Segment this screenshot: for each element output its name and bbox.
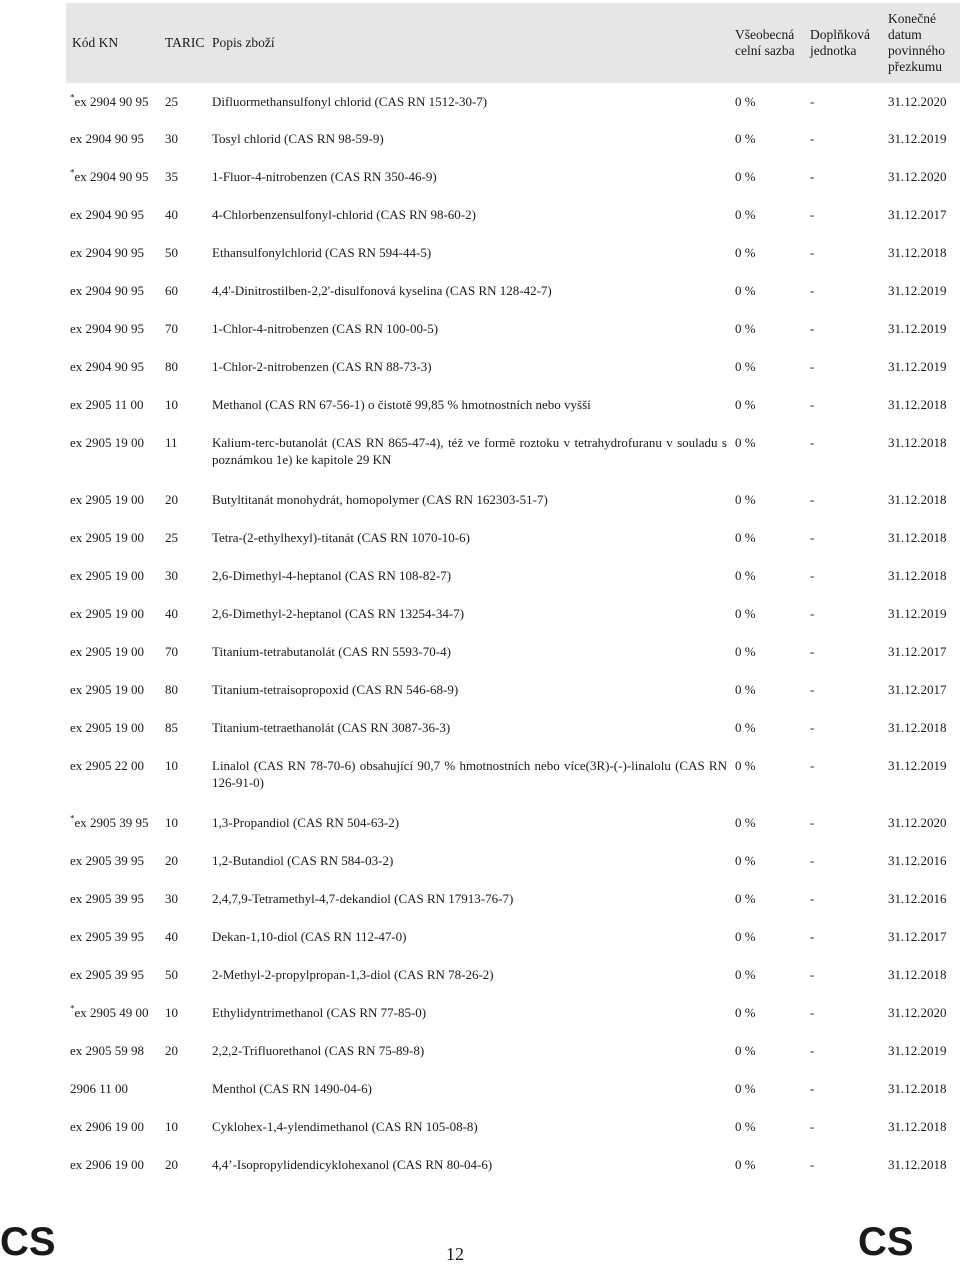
taric-cell: 20	[165, 492, 178, 507]
unit-cell: -	[810, 207, 815, 222]
cn-code-cell	[66, 843, 161, 881]
duty-cell: 0 %	[735, 682, 756, 697]
cn-code-cell	[66, 1033, 161, 1071]
unit-cell: -	[810, 853, 815, 868]
unit-cell: -	[810, 929, 815, 944]
table-row	[66, 1109, 960, 1147]
description-cell: 4-Chlorbenzensulfonyl-chlorid (CAS RN 98-60-2)	[212, 207, 476, 222]
unit-cell: -	[810, 169, 815, 184]
review-date-cell: 31.12.2018	[888, 435, 947, 450]
duty-cell: 0 %	[735, 397, 756, 412]
cn-code-cell	[66, 83, 161, 121]
table-row	[66, 235, 960, 273]
taric-cell: 20	[165, 1157, 178, 1172]
description-cell: Tetra-(2-ethylhexyl)-titanát (CAS RN 1070-10-6)	[212, 530, 470, 545]
unit-cell: -	[810, 245, 815, 260]
taric-cell: 50	[165, 245, 178, 260]
unit-cell: -	[810, 1081, 815, 1096]
description-cell: Cyklohex-1,4-ylendimethanol (CAS RN 105-08-8)	[212, 1119, 478, 1134]
duty-cell: 0 %	[735, 1081, 756, 1096]
header-description: Popis zboží	[208, 3, 731, 83]
header-code: Kód KN	[66, 3, 161, 83]
review-date-cell: 31.12.2018	[888, 568, 947, 583]
table-header-row	[66, 3, 960, 83]
duty-cell: 0 %	[735, 644, 756, 659]
header-taric: TARIC	[161, 3, 208, 83]
cn-code-cell	[66, 482, 161, 520]
tariff-table	[66, 3, 960, 1185]
unit-cell: -	[810, 568, 815, 583]
duty-cell: 0 %	[735, 758, 756, 773]
footer-language-left: CS	[0, 1220, 56, 1264]
cn-code: ex 2904 90 95	[74, 169, 149, 184]
header-unit-line1: Doplňková	[810, 27, 870, 42]
unit-cell: -	[810, 1005, 815, 1020]
cn-code-cell	[66, 273, 161, 311]
unit-cell: -	[810, 283, 815, 298]
table-row	[66, 881, 960, 919]
description-cell: 2,4,7,9-Tetramethyl-4,7-dekandiol (CAS RN 17913-76-7)	[212, 891, 514, 906]
header-duty	[731, 3, 806, 83]
cn-code-cell	[66, 558, 161, 596]
cn-code: 2906 11 00	[70, 1081, 129, 1096]
cn-code: ex 2905 19 00	[70, 530, 145, 545]
duty-cell: 0 %	[735, 1157, 756, 1172]
table-row	[66, 710, 960, 748]
taric-cell: 10	[165, 1005, 178, 1020]
cn-code-cell	[66, 121, 161, 159]
new-entry-asterisk: *	[70, 1003, 75, 1014]
unit-cell: -	[810, 359, 815, 374]
taric-cell: 30	[165, 131, 178, 146]
cn-code-cell	[66, 311, 161, 349]
cn-code-cell	[66, 710, 161, 748]
cn-code-cell	[66, 634, 161, 672]
description-cell: Titanium-tetraisopropoxid (CAS RN 546-68-9)	[212, 682, 459, 697]
cn-code: ex 2905 19 00	[70, 720, 145, 735]
description-cell: 1-Fluor-4-nitrobenzen (CAS RN 350-46-9)	[212, 169, 437, 184]
description-cell: 4,4'-Dinitrostilben-2,2'-disulfonová kyselina (CAS RN 128-42-7)	[212, 283, 552, 298]
cn-code: ex 2906 19 00	[70, 1119, 145, 1134]
review-date-cell: 31.12.2018	[888, 1157, 947, 1172]
description-cell: Ethylidyntrimethanol (CAS RN 77-85-0)	[212, 1005, 427, 1020]
unit-cell: -	[810, 1119, 815, 1134]
unit-cell: -	[810, 644, 815, 659]
description-cell: 1,3-Propandiol (CAS RN 504-63-2)	[212, 815, 400, 830]
review-date-cell: 31.12.2019	[888, 321, 947, 336]
review-date-cell: 31.12.2019	[888, 131, 947, 146]
description-cell: Butyltitanát monohydrát, homopolymer (CAS RN 162303-51-7)	[212, 492, 548, 507]
cn-code: ex 2905 19 00	[70, 492, 145, 507]
taric-cell: 70	[165, 321, 178, 336]
cn-code-cell	[66, 672, 161, 710]
taric-cell: 35	[165, 169, 178, 184]
cn-code-cell	[66, 520, 161, 558]
review-date-cell: 31.12.2018	[888, 245, 947, 260]
review-date-cell: 31.12.2017	[888, 644, 947, 659]
description-cell: 2,6-Dimethyl-4-heptanol (CAS RN 108-82-7)	[212, 568, 452, 583]
duty-cell: 0 %	[735, 720, 756, 735]
table-row	[66, 159, 960, 197]
cn-code-cell	[66, 387, 161, 425]
header-date	[884, 3, 960, 83]
cn-code-cell	[66, 425, 161, 482]
cn-code: ex 2905 39 95	[70, 967, 145, 982]
duty-cell: 0 %	[735, 815, 756, 830]
cn-code: ex 2905 22 00	[70, 758, 145, 773]
duty-cell: 0 %	[735, 435, 756, 450]
unit-cell: -	[810, 967, 815, 982]
cn-code: ex 2905 19 00	[70, 435, 145, 450]
cn-code-cell	[66, 1109, 161, 1147]
review-date-cell: 31.12.2018	[888, 1081, 947, 1096]
duty-cell: 0 %	[735, 606, 756, 621]
taric-cell: 10	[165, 815, 178, 830]
taric-cell: 25	[165, 530, 178, 545]
review-date-cell: 31.12.2017	[888, 929, 947, 944]
header-unit-line2: jednotka	[810, 43, 857, 58]
duty-cell: 0 %	[735, 169, 756, 184]
taric-cell: 60	[165, 283, 178, 298]
unit-cell: -	[810, 321, 815, 336]
cn-code: ex 2905 59 98	[70, 1043, 145, 1058]
duty-cell: 0 %	[735, 1119, 756, 1134]
cn-code-cell	[66, 957, 161, 995]
table-row	[66, 748, 960, 805]
taric-cell: 40	[165, 207, 178, 222]
duty-cell: 0 %	[735, 245, 756, 260]
cn-code-cell	[66, 995, 161, 1033]
cn-code-cell	[66, 881, 161, 919]
duty-cell: 0 %	[735, 492, 756, 507]
cn-code-cell	[66, 349, 161, 387]
taric-cell: 20	[165, 1043, 178, 1058]
header-date-line3: povinného	[888, 43, 945, 58]
header-unit	[806, 3, 884, 83]
unit-cell: -	[810, 815, 815, 830]
table-body	[66, 83, 960, 1185]
review-date-cell: 31.12.2020	[888, 815, 947, 830]
table-row	[66, 558, 960, 596]
cn-code: ex 2905 39 95	[70, 929, 145, 944]
cn-code: ex 2905 19 00	[70, 682, 145, 697]
duty-cell: 0 %	[735, 283, 756, 298]
taric-cell: 30	[165, 568, 178, 583]
review-date-cell: 31.12.2019	[888, 359, 947, 374]
header-date-line1: Konečné	[888, 11, 936, 26]
table-row	[66, 387, 960, 425]
review-date-cell: 31.12.2019	[888, 283, 947, 298]
duty-cell: 0 %	[735, 967, 756, 982]
cn-code-cell	[66, 748, 161, 805]
cn-code: ex 2904 90 95	[74, 94, 149, 109]
description-cell: 2-Methyl-2-propylpropan-1,3-diol (CAS RN 78-26-2)	[212, 967, 494, 982]
duty-cell: 0 %	[735, 1005, 756, 1020]
new-entry-asterisk: *	[70, 167, 75, 178]
cn-code: ex 2905 19 00	[70, 644, 145, 659]
taric-cell: 10	[165, 397, 178, 412]
review-date-cell: 31.12.2018	[888, 397, 947, 412]
taric-cell: 50	[165, 967, 178, 982]
cn-code-cell	[66, 235, 161, 273]
cn-code-cell	[66, 805, 161, 843]
cn-code: ex 2904 90 95	[70, 131, 145, 146]
review-date-cell: 31.12.2018	[888, 492, 947, 507]
description-cell: Dekan-1,10-diol (CAS RN 112-47-0)	[212, 929, 407, 944]
unit-cell: -	[810, 682, 815, 697]
duty-cell: 0 %	[735, 1043, 756, 1058]
taric-cell: 10	[165, 1119, 178, 1134]
description-cell: 2,6-Dimethyl-2-heptanol (CAS RN 13254-34-7)	[212, 606, 465, 621]
duty-cell: 0 %	[735, 359, 756, 374]
footer-language-right: CS	[858, 1220, 914, 1264]
taric-cell: 80	[165, 359, 178, 374]
table-row	[66, 1033, 960, 1071]
description-cell: Ethansulfonylchlorid (CAS RN 594-44-5)	[212, 245, 432, 260]
unit-cell: -	[810, 530, 815, 545]
header-duty-line1: Všeobecná	[735, 27, 795, 42]
cn-code: ex 2905 11 00	[70, 397, 144, 412]
new-entry-asterisk: *	[70, 92, 75, 103]
duty-cell: 0 %	[735, 207, 756, 222]
table-row	[66, 634, 960, 672]
duty-cell: 0 %	[735, 94, 756, 109]
unit-cell: -	[810, 758, 815, 773]
table-row	[66, 843, 960, 881]
unit-cell: -	[810, 891, 815, 906]
review-date-cell: 31.12.2019	[888, 758, 947, 773]
cn-code: ex 2905 39 95	[74, 815, 149, 830]
taric-cell: 85	[165, 720, 178, 735]
duty-cell: 0 %	[735, 568, 756, 583]
table-row	[66, 919, 960, 957]
unit-cell: -	[810, 492, 815, 507]
new-entry-asterisk: *	[70, 813, 75, 824]
duty-cell: 0 %	[735, 853, 756, 868]
table-row	[66, 957, 960, 995]
review-date-cell: 31.12.2016	[888, 853, 947, 868]
description-cell: Methanol (CAS RN 67-56-1) o čistotě 99,85 % hmotnostních nebo vyšší	[212, 397, 591, 412]
table-row	[66, 121, 960, 159]
cn-code-cell	[66, 159, 161, 197]
header-date-line4: přezkumu	[888, 59, 942, 74]
duty-cell: 0 %	[735, 891, 756, 906]
cn-code: ex 2905 39 95	[70, 891, 145, 906]
description-cell: 1-Chlor-4-nitrobenzen (CAS RN 100-00-5)	[212, 321, 439, 336]
cn-code: ex 2905 19 00	[70, 568, 145, 583]
description-cell: Tosyl chlorid (CAS RN 98-59-9)	[212, 131, 384, 146]
review-date-cell: 31.12.2020	[888, 1005, 947, 1020]
table-row	[66, 482, 960, 520]
review-date-cell: 31.12.2018	[888, 1119, 947, 1134]
description-cell: Linalol (CAS RN 78-70-6) obsahující 90,7 % hmotnostních nebo více(3R)-(-)-linalolu (CAS RN 126-91-0)	[212, 758, 727, 790]
table-row	[66, 83, 960, 121]
unit-cell: -	[810, 1043, 815, 1058]
table-row	[66, 311, 960, 349]
taric-cell: 30	[165, 891, 178, 906]
review-date-cell: 31.12.2018	[888, 530, 947, 545]
cn-code-cell	[66, 197, 161, 235]
cn-code: ex 2904 90 95	[70, 359, 145, 374]
taric-cell: 40	[165, 929, 178, 944]
taric-cell: 40	[165, 606, 178, 621]
cn-code-cell	[66, 1071, 161, 1109]
cn-code: ex 2905 19 00	[70, 606, 145, 621]
taric-cell: 10	[165, 758, 178, 773]
cn-code: ex 2906 19 00	[70, 1157, 145, 1172]
unit-cell: -	[810, 397, 815, 412]
unit-cell: -	[810, 606, 815, 621]
description-cell: 1-Chlor-2-nitrobenzen (CAS RN 88-73-3)	[212, 359, 432, 374]
review-date-cell: 31.12.2020	[888, 94, 947, 109]
review-date-cell: 31.12.2019	[888, 606, 947, 621]
review-date-cell: 31.12.2016	[888, 891, 947, 906]
cn-code: ex 2905 39 95	[70, 853, 145, 868]
duty-cell: 0 %	[735, 321, 756, 336]
header-duty-line2: celní sazba	[735, 43, 795, 58]
table-row	[66, 425, 960, 482]
cn-code: ex 2904 90 95	[70, 283, 145, 298]
unit-cell: -	[810, 1157, 815, 1172]
taric-cell	[161, 1071, 208, 1109]
review-date-cell: 31.12.2018	[888, 720, 947, 735]
review-date-cell: 31.12.2019	[888, 1043, 947, 1058]
unit-cell: -	[810, 94, 815, 109]
duty-cell: 0 %	[735, 530, 756, 545]
description-cell: 2,2,2-Trifluorethanol (CAS RN 75-89-8)	[212, 1043, 425, 1058]
table-row	[66, 197, 960, 235]
page-number: 12	[446, 1244, 464, 1264]
review-date-cell: 31.12.2017	[888, 682, 947, 697]
cn-code: ex 2904 90 95	[70, 245, 145, 260]
header-date-line2: datum	[888, 27, 922, 42]
review-date-cell: 31.12.2020	[888, 169, 947, 184]
taric-cell: 80	[165, 682, 178, 697]
table-row	[66, 1071, 960, 1109]
unit-cell: -	[810, 435, 815, 450]
description-cell: 1,2-Butandiol (CAS RN 584-03-2)	[212, 853, 394, 868]
unit-cell: -	[810, 131, 815, 146]
description-cell: Difluormethansulfonyl chlorid (CAS RN 1512-30-7)	[212, 94, 488, 109]
taric-cell: 25	[165, 94, 178, 109]
description-cell: Menthol (CAS RN 1490-04-6)	[212, 1081, 372, 1096]
description-cell: 4,4’-Isopropylidendicyklohexanol (CAS RN 80-04-6)	[212, 1157, 493, 1172]
cn-code-cell	[66, 1147, 161, 1185]
cn-code: ex 2904 90 95	[70, 321, 145, 336]
description-cell: Titanium-tetrabutanolát (CAS RN 5593-70-4)	[212, 644, 451, 659]
table-row	[66, 805, 960, 843]
table-row	[66, 672, 960, 710]
taric-cell: 70	[165, 644, 178, 659]
cn-code: ex 2905 49 00	[74, 1005, 149, 1020]
duty-cell: 0 %	[735, 131, 756, 146]
cn-code-cell	[66, 596, 161, 634]
table-row	[66, 349, 960, 387]
review-date-cell: 31.12.2017	[888, 207, 947, 222]
unit-cell: -	[810, 720, 815, 735]
table-row	[66, 1147, 960, 1185]
review-date-cell: 31.12.2018	[888, 967, 947, 982]
table-row	[66, 520, 960, 558]
description-cell: Kalium-terc-butanolát (CAS RN 865-47-4), též ve formě roztoku v tetrahydrofuranu v souladu s poznámkou 1e) ke kapitole 29 KN	[212, 435, 727, 467]
table-row	[66, 273, 960, 311]
duty-cell: 0 %	[735, 929, 756, 944]
taric-cell: 20	[165, 853, 178, 868]
cn-code: ex 2904 90 95	[70, 207, 145, 222]
taric-cell: 11	[165, 435, 178, 450]
table-row	[66, 596, 960, 634]
cn-code-cell	[66, 919, 161, 957]
table-row	[66, 995, 960, 1033]
description-cell: Titanium-tetraethanolát (CAS RN 3087-36-3)	[212, 720, 451, 735]
